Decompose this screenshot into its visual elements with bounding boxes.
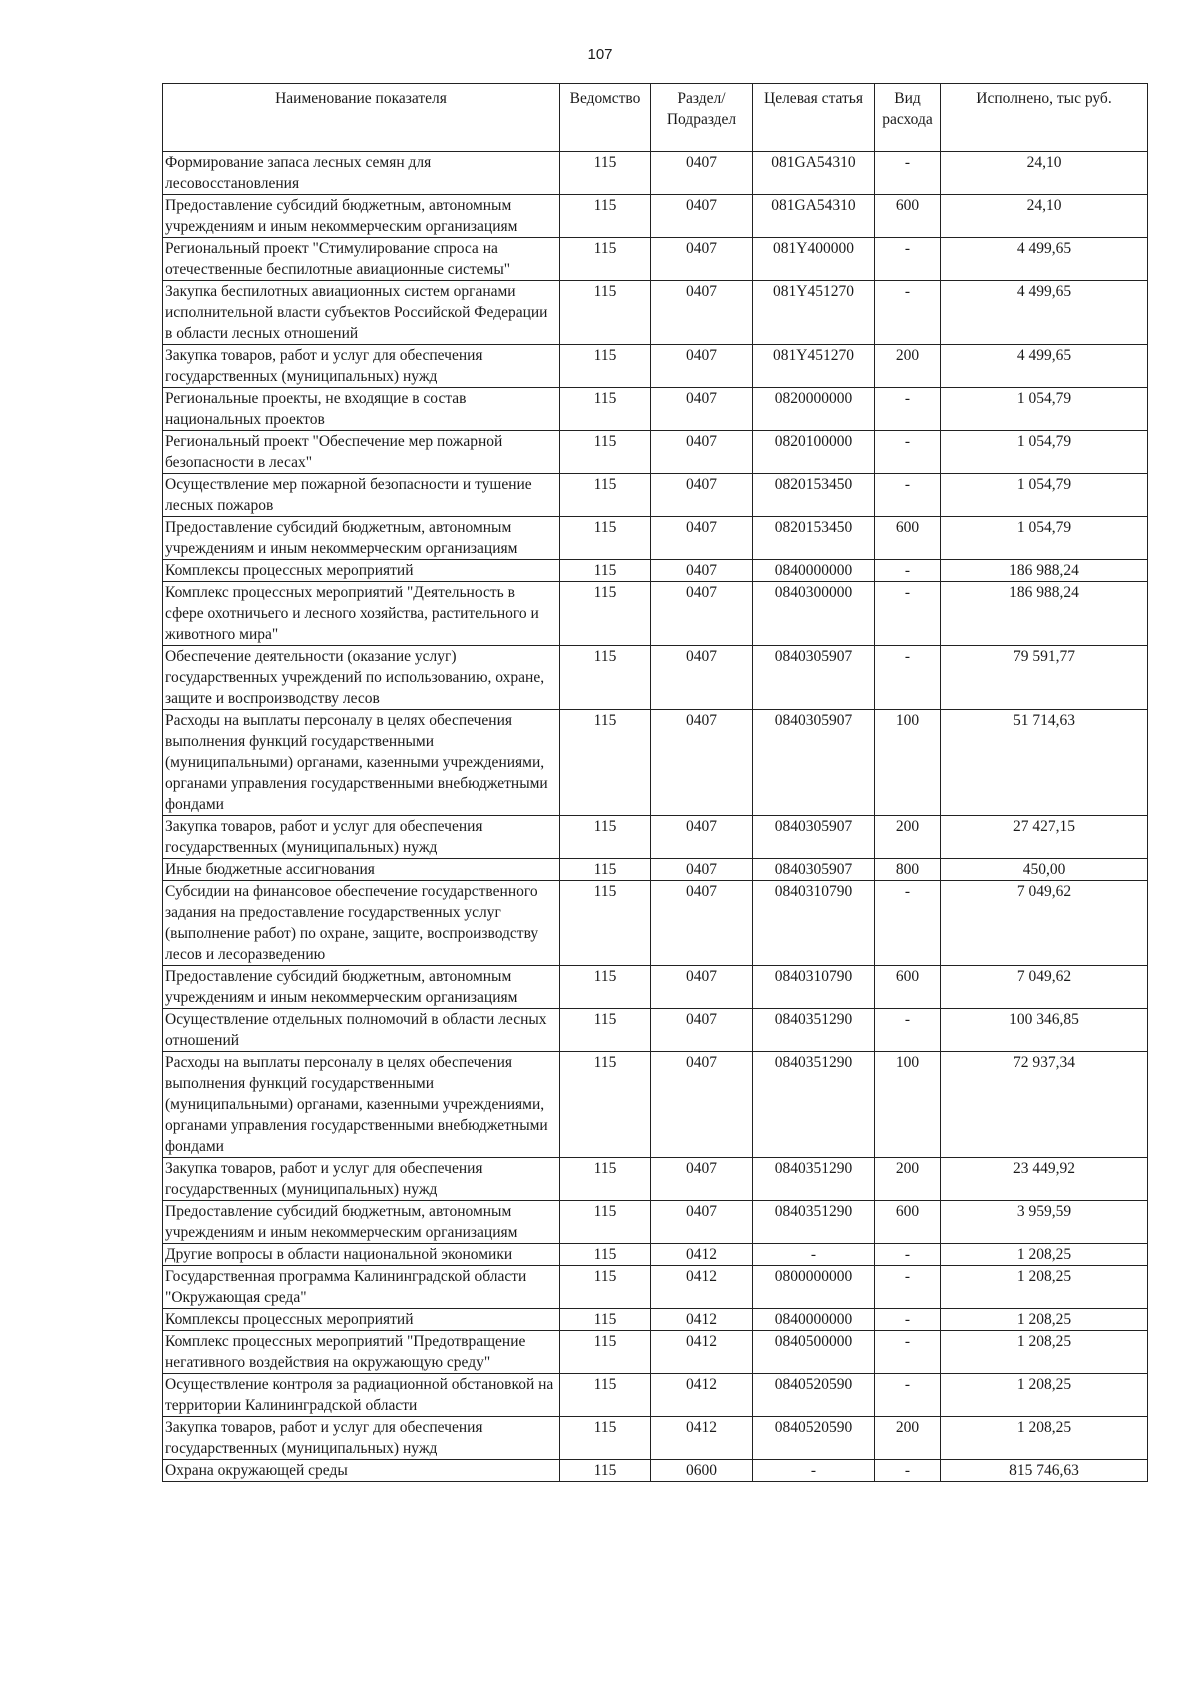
cell-name: Комплексы процессных мероприятий — [163, 1309, 560, 1331]
page-number: 107 — [587, 46, 613, 63]
table-row — [163, 1374, 1148, 1417]
table-row — [163, 1331, 1148, 1374]
cell-department: 115 — [560, 431, 651, 474]
cell-section: 0407 — [651, 238, 753, 281]
cell-expense-type: - — [875, 281, 941, 345]
cell-section: 0407 — [651, 881, 753, 966]
table-row — [163, 152, 1148, 195]
cell-section: 0407 — [651, 345, 753, 388]
cell-department: 115 — [560, 966, 651, 1009]
table-header-row — [163, 84, 1148, 152]
cell-name: Предоставление субсидий бюджетным, автономным учреждениям и иным некоммерческим организациям — [163, 195, 560, 238]
cell-expense-type: - — [875, 238, 941, 281]
cell-name: Региональные проекты, не входящие в состав национальных проектов — [163, 388, 560, 431]
cell-target-article: 0840500000 — [753, 1331, 875, 1374]
cell-name: Комплекс процессных мероприятий "Предотвращение негативного воздействия на окружающую среду" — [163, 1331, 560, 1374]
cell-name: Закупка товаров, работ и услуг для обеспечения государственных (муниципальных) нужд — [163, 816, 560, 859]
table-row — [163, 345, 1148, 388]
table-row — [163, 474, 1148, 517]
cell-expense-type: 200 — [875, 1158, 941, 1201]
table-row — [163, 560, 1148, 582]
table-row — [163, 1309, 1148, 1331]
cell-department: 115 — [560, 582, 651, 646]
cell-section: 0412 — [651, 1244, 753, 1266]
cell-amount: 1 208,25 — [941, 1244, 1148, 1266]
cell-expense-type: - — [875, 1266, 941, 1309]
cell-name: Другие вопросы в области национальной экономики — [163, 1244, 560, 1266]
cell-name: Охрана окружающей среды — [163, 1460, 560, 1482]
cell-target-article: 0840000000 — [753, 1309, 875, 1331]
cell-section: 0407 — [651, 646, 753, 710]
table-row — [163, 517, 1148, 560]
cell-department: 115 — [560, 1460, 651, 1482]
cell-department: 115 — [560, 1158, 651, 1201]
column-header-section: Раздел/ Подраздел — [651, 84, 753, 152]
cell-target-article: - — [753, 1244, 875, 1266]
cell-expense-type: 600 — [875, 195, 941, 238]
column-header-name: Наименование показателя — [163, 84, 560, 152]
table-row — [163, 816, 1148, 859]
cell-expense-type: 200 — [875, 1417, 941, 1460]
cell-department: 115 — [560, 345, 651, 388]
cell-section: 0412 — [651, 1374, 753, 1417]
cell-target-article: 081Y451270 — [753, 345, 875, 388]
cell-target-article: 0840351290 — [753, 1009, 875, 1052]
cell-amount: 3 959,59 — [941, 1201, 1148, 1244]
cell-amount: 4 499,65 — [941, 281, 1148, 345]
table-row — [163, 1201, 1148, 1244]
cell-department: 115 — [560, 1266, 651, 1309]
table-row — [163, 881, 1148, 966]
cell-expense-type: - — [875, 1460, 941, 1482]
cell-target-article: 0840351290 — [753, 1201, 875, 1244]
cell-amount: 1 208,25 — [941, 1374, 1148, 1417]
table-row — [163, 1460, 1148, 1482]
cell-department: 115 — [560, 281, 651, 345]
cell-department: 115 — [560, 1052, 651, 1158]
cell-name: Комплекс процессных мероприятий "Деятельность в сфере охотничьего и лесного хозяйства, растительного и животного мира" — [163, 582, 560, 646]
cell-target-article: 0800000000 — [753, 1266, 875, 1309]
cell-section: 0407 — [651, 710, 753, 816]
cell-expense-type: - — [875, 881, 941, 966]
cell-target-article: 081GA54310 — [753, 152, 875, 195]
cell-expense-type: 100 — [875, 1052, 941, 1158]
cell-name: Осуществление мер пожарной безопасности и тушение лесных пожаров — [163, 474, 560, 517]
cell-target-article: 0820100000 — [753, 431, 875, 474]
cell-expense-type: - — [875, 1009, 941, 1052]
column-header-target-article: Целевая статья — [753, 84, 875, 152]
table-row — [163, 859, 1148, 881]
cell-amount: 7 049,62 — [941, 966, 1148, 1009]
cell-expense-type: - — [875, 388, 941, 431]
column-header-department: Ведомство — [560, 84, 651, 152]
cell-amount: 186 988,24 — [941, 560, 1148, 582]
cell-target-article: 0820153450 — [753, 517, 875, 560]
cell-target-article: 0840310790 — [753, 966, 875, 1009]
cell-department: 115 — [560, 388, 651, 431]
cell-expense-type: - — [875, 646, 941, 710]
cell-name: Закупка товаров, работ и услуг для обеспечения государственных (муниципальных) нужд — [163, 1158, 560, 1201]
cell-department: 115 — [560, 474, 651, 517]
table-row — [163, 1417, 1148, 1460]
cell-target-article: 0840520590 — [753, 1417, 875, 1460]
cell-amount: 23 449,92 — [941, 1158, 1148, 1201]
cell-target-article: 0820000000 — [753, 388, 875, 431]
cell-section: 0407 — [651, 1052, 753, 1158]
cell-section: 0412 — [651, 1417, 753, 1460]
table-body — [163, 152, 1148, 1482]
cell-amount: 4 499,65 — [941, 238, 1148, 281]
cell-name: Закупка беспилотных авиационных систем органами исполнительной власти субъектов Российской Федерации в области лесных отношений — [163, 281, 560, 345]
cell-amount: 79 591,77 — [941, 646, 1148, 710]
cell-amount: 1 208,25 — [941, 1266, 1148, 1309]
cell-department: 115 — [560, 1309, 651, 1331]
cell-section: 0407 — [651, 431, 753, 474]
cell-amount: 815 746,63 — [941, 1460, 1148, 1482]
cell-amount: 7 049,62 — [941, 881, 1148, 966]
table-row — [163, 1009, 1148, 1052]
cell-expense-type: - — [875, 1244, 941, 1266]
cell-department: 115 — [560, 1417, 651, 1460]
cell-amount: 72 937,34 — [941, 1052, 1148, 1158]
cell-section: 0412 — [651, 1331, 753, 1374]
cell-section: 0407 — [651, 859, 753, 881]
cell-target-article: 0840305907 — [753, 646, 875, 710]
cell-expense-type: - — [875, 1374, 941, 1417]
cell-section: 0407 — [651, 1158, 753, 1201]
cell-department: 115 — [560, 1009, 651, 1052]
cell-name: Расходы на выплаты персоналу в целях обеспечения выполнения функций государственными (муниципальными) органами, казенными учреждениями, органами управления государственными внебюджетными фондами — [163, 1052, 560, 1158]
table-row — [163, 1158, 1148, 1201]
cell-expense-type: 200 — [875, 345, 941, 388]
cell-name: Расходы на выплаты персоналу в целях обеспечения выполнения функций государственными (муниципальными) органами, казенными учреждениями, органами управления государственными внебюджетными фондами — [163, 710, 560, 816]
cell-section: 0407 — [651, 966, 753, 1009]
cell-department: 115 — [560, 816, 651, 859]
cell-expense-type: 600 — [875, 1201, 941, 1244]
budget-table — [162, 83, 1148, 1482]
cell-section: 0407 — [651, 517, 753, 560]
cell-department: 115 — [560, 238, 651, 281]
cell-section: 0407 — [651, 816, 753, 859]
cell-department: 115 — [560, 710, 651, 816]
cell-name: Предоставление субсидий бюджетным, автономным учреждениям и иным некоммерческим организациям — [163, 517, 560, 560]
cell-department: 115 — [560, 152, 651, 195]
cell-section: 0407 — [651, 152, 753, 195]
table-row — [163, 646, 1148, 710]
cell-name: Обеспечение деятельности (оказание услуг) государственных учреждений по использованию, охране, защите и воспроизводству лесов — [163, 646, 560, 710]
cell-expense-type: 600 — [875, 517, 941, 560]
cell-section: 0407 — [651, 1009, 753, 1052]
cell-department: 115 — [560, 195, 651, 238]
cell-expense-type: - — [875, 1331, 941, 1374]
cell-name: Субсидии на финансовое обеспечение государственного задания на предоставление государственных услуг (выполнение работ) по охране, защите, воспроизводству лесов и лесоразведению — [163, 881, 560, 966]
table-row — [163, 238, 1148, 281]
cell-name: Закупка товаров, работ и услуг для обеспечения государственных (муниципальных) нужд — [163, 345, 560, 388]
cell-name: Государственная программа Калининградской области "Окружающая среда" — [163, 1266, 560, 1309]
cell-target-article: 081GA54310 — [753, 195, 875, 238]
table-row — [163, 388, 1148, 431]
cell-expense-type: 600 — [875, 966, 941, 1009]
cell-expense-type: - — [875, 474, 941, 517]
cell-target-article: 0840305907 — [753, 859, 875, 881]
cell-name: Осуществление отдельных полномочий в области лесных отношений — [163, 1009, 560, 1052]
cell-expense-type: - — [875, 152, 941, 195]
cell-name: Предоставление субсидий бюджетным, автономным учреждениям и иным некоммерческим организациям — [163, 966, 560, 1009]
cell-name: Предоставление субсидий бюджетным, автономным учреждениям и иным некоммерческим организациям — [163, 1201, 560, 1244]
cell-department: 115 — [560, 560, 651, 582]
cell-amount: 1 054,79 — [941, 474, 1148, 517]
cell-section: 0407 — [651, 281, 753, 345]
cell-amount: 27 427,15 — [941, 816, 1148, 859]
table-row — [163, 1244, 1148, 1266]
cell-name: Закупка товаров, работ и услуг для обеспечения государственных (муниципальных) нужд — [163, 1417, 560, 1460]
cell-section: 0407 — [651, 1201, 753, 1244]
cell-name: Региональный проект "Стимулирование спроса на отечественные беспилотные авиационные системы" — [163, 238, 560, 281]
table-row — [163, 1052, 1148, 1158]
cell-department: 115 — [560, 517, 651, 560]
cell-name: Иные бюджетные ассигнования — [163, 859, 560, 881]
cell-target-article: 0840351290 — [753, 1158, 875, 1201]
cell-target-article: 0840300000 — [753, 582, 875, 646]
cell-amount: 4 499,65 — [941, 345, 1148, 388]
cell-section: 0407 — [651, 195, 753, 238]
cell-section: 0412 — [651, 1266, 753, 1309]
cell-expense-type: 800 — [875, 859, 941, 881]
cell-target-article: 0840520590 — [753, 1374, 875, 1417]
cell-department: 115 — [560, 1201, 651, 1244]
cell-target-article: 081Y451270 — [753, 281, 875, 345]
cell-department: 115 — [560, 646, 651, 710]
cell-target-article: 0840310790 — [753, 881, 875, 966]
cell-name: Региональный проект "Обеспечение мер пожарной безопасности в лесах" — [163, 431, 560, 474]
cell-section: 0407 — [651, 474, 753, 517]
cell-amount: 1 054,79 — [941, 431, 1148, 474]
cell-target-article: - — [753, 1460, 875, 1482]
cell-target-article: 0840000000 — [753, 560, 875, 582]
cell-department: 115 — [560, 1374, 651, 1417]
column-header-expense-type: Вид расхода — [875, 84, 941, 152]
cell-name: Формирование запаса лесных семян для лесовосстановления — [163, 152, 560, 195]
cell-expense-type: 100 — [875, 710, 941, 816]
cell-amount: 100 346,85 — [941, 1009, 1148, 1052]
table-row — [163, 195, 1148, 238]
table-row — [163, 710, 1148, 816]
table-row — [163, 1266, 1148, 1309]
column-header-amount: Исполнено, тыс руб. — [941, 84, 1148, 152]
table-row — [163, 281, 1148, 345]
cell-department: 115 — [560, 881, 651, 966]
cell-amount: 1 054,79 — [941, 388, 1148, 431]
cell-target-article: 0840351290 — [753, 1052, 875, 1158]
cell-section: 0412 — [651, 1309, 753, 1331]
cell-amount: 24,10 — [941, 195, 1148, 238]
cell-amount: 1 208,25 — [941, 1309, 1148, 1331]
cell-amount: 1 054,79 — [941, 517, 1148, 560]
cell-target-article: 0840305907 — [753, 816, 875, 859]
cell-department: 115 — [560, 859, 651, 881]
cell-amount: 186 988,24 — [941, 582, 1148, 646]
cell-expense-type: - — [875, 1309, 941, 1331]
table-row — [163, 431, 1148, 474]
cell-expense-type: 200 — [875, 816, 941, 859]
cell-section: 0600 — [651, 1460, 753, 1482]
cell-amount: 51 714,63 — [941, 710, 1148, 816]
cell-amount: 450,00 — [941, 859, 1148, 881]
cell-section: 0407 — [651, 388, 753, 431]
cell-expense-type: - — [875, 582, 941, 646]
cell-name: Осуществление контроля за радиационной обстановкой на территории Калининградской области — [163, 1374, 560, 1417]
cell-expense-type: - — [875, 431, 941, 474]
cell-target-article: 081Y400000 — [753, 238, 875, 281]
cell-amount: 1 208,25 — [941, 1417, 1148, 1460]
cell-target-article: 0820153450 — [753, 474, 875, 517]
cell-section: 0407 — [651, 560, 753, 582]
cell-amount: 24,10 — [941, 152, 1148, 195]
cell-name: Комплексы процессных мероприятий — [163, 560, 560, 582]
table-row — [163, 582, 1148, 646]
table-row — [163, 966, 1148, 1009]
cell-amount: 1 208,25 — [941, 1331, 1148, 1374]
cell-department: 115 — [560, 1331, 651, 1374]
cell-expense-type: - — [875, 560, 941, 582]
cell-target-article: 0840305907 — [753, 710, 875, 816]
cell-department: 115 — [560, 1244, 651, 1266]
cell-section: 0407 — [651, 582, 753, 646]
